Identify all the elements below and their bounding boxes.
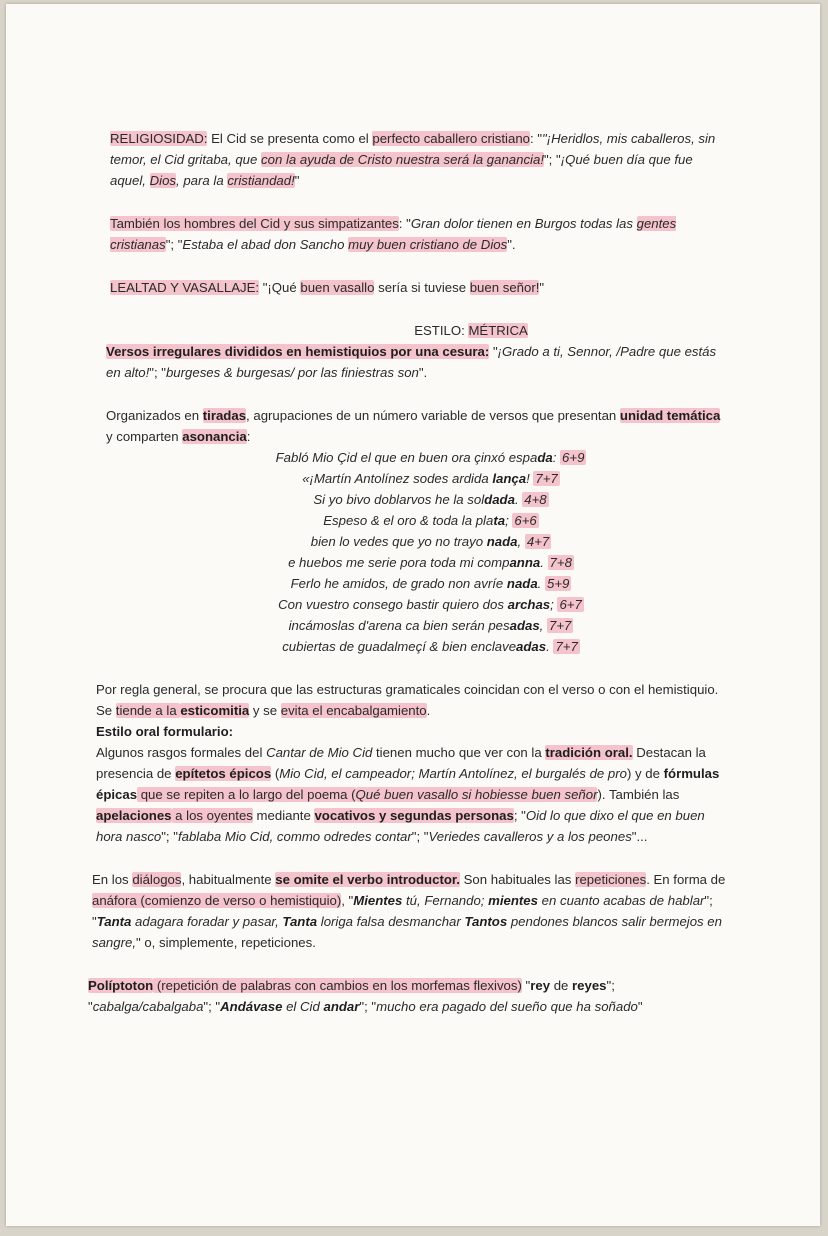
verse-text: «¡Martín Antolínez sodes ardida bbox=[302, 471, 493, 486]
text: ESTILO: bbox=[414, 323, 469, 338]
italic: fablaba Mio Cid, commo odredes contar bbox=[177, 829, 412, 844]
bold: reyes bbox=[572, 978, 607, 993]
verse-end: . bbox=[514, 492, 523, 507]
text: ) y de bbox=[626, 766, 664, 781]
highlight-bold: asonancia bbox=[182, 429, 247, 444]
highlight: que se repiten a lo largo del poema ( bbox=[137, 787, 356, 802]
syllable-count: 7+7 bbox=[535, 471, 558, 486]
text: , habitualmente bbox=[181, 872, 276, 887]
verse-line bbox=[136, 510, 726, 531]
highlight: con la ayuda de Cristo nuestra será la ganancia! bbox=[261, 152, 544, 167]
heading-text: Estilo oral formulario: bbox=[96, 724, 234, 739]
paragraph-hombres bbox=[110, 213, 726, 255]
verse-text: Espeso & el oro & toda la pla bbox=[323, 513, 494, 528]
bold-italic: Tanta bbox=[96, 914, 132, 929]
highlight-bold: Políptoton bbox=[88, 978, 154, 993]
verse-line bbox=[136, 447, 726, 468]
syllable-count: 6+7 bbox=[559, 597, 582, 612]
highlight-italic: Qué buen vasallo si hobiesse buen señor bbox=[355, 787, 598, 802]
text: "; " bbox=[411, 829, 429, 844]
verse-end: , bbox=[517, 534, 525, 549]
quote: ¡Qué buen día que fue aquel, bbox=[110, 152, 693, 188]
text: : " bbox=[530, 131, 543, 146]
text: y comparten bbox=[106, 429, 183, 444]
syllable-count: 4+8 bbox=[524, 492, 547, 507]
text: " o, simplemente, repeticiones. bbox=[136, 935, 316, 950]
syllable-count: 7+8 bbox=[549, 555, 572, 570]
italic: Veriedes cavalleros y a los peones bbox=[428, 829, 632, 844]
verse-line bbox=[136, 615, 726, 636]
highlight: tiende a la bbox=[115, 703, 181, 718]
italic: Mio Cid, el campeador; Martín Antolínez, el burgalés de pro bbox=[279, 766, 627, 781]
text: mediante bbox=[252, 808, 315, 823]
paragraph-oral bbox=[96, 742, 726, 847]
verse-end: : bbox=[552, 450, 561, 465]
verse-rhyme: archas bbox=[507, 597, 551, 612]
label-religiosidad: RELIGIOSIDAD: bbox=[110, 131, 208, 146]
highlight-bold: apelaciones bbox=[96, 808, 172, 823]
text: " bbox=[637, 999, 643, 1014]
italic: mucho era pagado del sueño que ha soñado bbox=[376, 999, 638, 1014]
quote: burgeses & burgesas/ por las finiestras son bbox=[165, 365, 419, 380]
verse-line bbox=[136, 468, 726, 489]
verse-rhyme: nada bbox=[506, 576, 538, 591]
text: , " bbox=[341, 893, 354, 908]
quote: Estaba el abad don Sancho bbox=[182, 237, 349, 252]
quote: Gran dolor tienen en Burgos todas las bbox=[410, 216, 637, 231]
verse-text: bien lo vedes que yo no trayo bbox=[310, 534, 487, 549]
italic: Oid lo que dixo el que en buen hora nasco bbox=[96, 808, 705, 844]
verse-rhyme: anna bbox=[509, 555, 541, 570]
paragraph-versos bbox=[106, 341, 726, 383]
verse-line bbox=[136, 552, 726, 573]
syllable-count: 6+9 bbox=[562, 450, 585, 465]
label-lealtad: LEALTAD Y VASALLAJE: bbox=[110, 280, 260, 295]
verse-rhyme: adas bbox=[509, 618, 540, 633]
verse-rhyme: da bbox=[537, 450, 553, 465]
syllable-count: 4+7 bbox=[526, 534, 550, 549]
bold-italic: Andávase bbox=[220, 999, 283, 1014]
highlight: a los oyentes bbox=[171, 808, 253, 823]
highlight: cristiandad! bbox=[227, 173, 295, 188]
text: . En forma de bbox=[646, 872, 726, 887]
quote: , para la bbox=[176, 173, 228, 188]
text: "; " bbox=[359, 999, 377, 1014]
text: Algunos rasgos formales del bbox=[96, 745, 267, 760]
text: "; " bbox=[161, 829, 178, 844]
italic: en cuanto acabas de hablar bbox=[537, 893, 705, 908]
bold-italic: mientes bbox=[488, 893, 538, 908]
verse-end: . bbox=[546, 639, 554, 654]
highlight: (repetición de palabras con cambios en los morfemas flexivos) bbox=[153, 978, 522, 993]
verse-end: ! bbox=[526, 471, 534, 486]
italic: pendones blancos salir bermejos en sangre, bbox=[92, 914, 722, 950]
syllable-count: 7+7 bbox=[549, 618, 572, 633]
text: de bbox=[550, 978, 573, 993]
paragraph-religiosidad bbox=[110, 128, 726, 191]
italic: tú, Fernando; bbox=[402, 893, 489, 908]
verse-text: Con vuestro consego bastir quiero dos bbox=[278, 597, 508, 612]
text: ; " bbox=[513, 808, 526, 823]
text: ( bbox=[271, 766, 280, 781]
highlight: repeticiones bbox=[575, 872, 647, 887]
highlight-bold: Versos irregulares divididos en hemistiquios por una cesura: bbox=[106, 344, 490, 359]
paragraph-dialogos bbox=[92, 869, 726, 953]
highlight-bold: tiradas bbox=[202, 408, 247, 423]
verse-text: incámoslas d'arena ca bien serán pes bbox=[288, 618, 510, 633]
bold-italic: Tanta bbox=[282, 914, 318, 929]
text: "... bbox=[631, 829, 648, 844]
highlight: MÉTRICA bbox=[468, 323, 528, 338]
syllable-count: 7+7 bbox=[555, 639, 578, 654]
syllable-count: 6+6 bbox=[514, 513, 537, 528]
highlight: diálogos bbox=[132, 872, 182, 887]
verse-rhyme: nada bbox=[486, 534, 518, 549]
text: "; " bbox=[92, 893, 713, 929]
text: Son habituales las bbox=[459, 872, 576, 887]
bold-italic: Tantos bbox=[464, 914, 508, 929]
paragraph-tiradas bbox=[106, 405, 726, 447]
highlight: También los hombres del Cid y sus simpatizantes bbox=[110, 216, 399, 231]
text: Organizados en bbox=[106, 408, 203, 423]
text: ". bbox=[507, 237, 516, 252]
text: Destacan la presencia de bbox=[96, 745, 706, 781]
text: " bbox=[489, 344, 498, 359]
italic: Cantar de Mio Cid bbox=[266, 745, 373, 760]
highlight: perfecto caballero cristiano bbox=[372, 131, 530, 146]
section-title-estilo bbox=[216, 320, 726, 341]
paragraph-lealtad bbox=[110, 277, 726, 298]
italic: cabalga/cabalgaba bbox=[92, 999, 204, 1014]
text: "; " bbox=[203, 999, 221, 1014]
verse-text: Fabló Mio Çid el que en buen ora çinxó espa bbox=[275, 450, 538, 465]
text: : " bbox=[398, 216, 411, 231]
highlight-bold: tradición oral. bbox=[545, 745, 633, 760]
syllable-count: 5+9 bbox=[547, 576, 570, 591]
text: Por regla general, se procura que las estructuras gramaticales coincidan con el verso o con el hemistiquio. Se bbox=[96, 682, 719, 718]
text: , agrupaciones de un número variable de versos que presentan bbox=[246, 408, 620, 423]
text: "; " bbox=[88, 978, 615, 1014]
bold-italic: Mientes bbox=[353, 893, 403, 908]
text: "; " bbox=[149, 365, 166, 380]
quote: "¡Heridlos, mis caballeros, sin temor, el Cid gritaba, que bbox=[110, 131, 716, 167]
verse-line bbox=[136, 573, 726, 594]
text: "; " bbox=[544, 152, 561, 167]
verse-text: Ferlo he amidos, de grado non avríe bbox=[290, 576, 507, 591]
highlight-bold: epítetos épicos bbox=[175, 766, 272, 781]
highlight: buen señor! bbox=[469, 280, 540, 295]
italic: adagara foradar y pasar, bbox=[131, 914, 283, 929]
verse-line bbox=[136, 636, 726, 657]
text: ). También las bbox=[597, 787, 680, 802]
text: "¡Qué bbox=[259, 280, 301, 295]
verse-end: , bbox=[539, 618, 547, 633]
italic: el Cid bbox=[282, 999, 324, 1014]
text: "; " bbox=[165, 237, 183, 252]
text: . bbox=[426, 703, 431, 718]
verse-text: Si yo bivo doblarvos he la sol bbox=[313, 492, 485, 507]
heading-estilo-oral bbox=[96, 721, 726, 742]
text: ". bbox=[418, 365, 428, 380]
verse-rhyme: adas bbox=[516, 639, 547, 654]
bold: rey bbox=[530, 978, 551, 993]
highlight-bold: vocativos y segundas personas bbox=[314, 808, 514, 823]
highlight: muy buen cristiano de Dios bbox=[348, 237, 508, 252]
verse-text: cubiertas de guadalmeçí & bien enclave bbox=[282, 639, 517, 654]
verse-end: ; bbox=[505, 513, 513, 528]
verse-end: . bbox=[537, 576, 545, 591]
text: : bbox=[246, 429, 251, 444]
highlight-bold: se omite el verbo introductor. bbox=[275, 872, 460, 887]
verse-end: . bbox=[540, 555, 548, 570]
highlight-bold: esticomitia bbox=[180, 703, 250, 718]
document-page bbox=[6, 4, 820, 1226]
text: " bbox=[521, 978, 531, 993]
verse-line bbox=[136, 531, 726, 552]
text: " bbox=[539, 280, 545, 295]
verse-block bbox=[136, 447, 726, 657]
paragraph-poliptoton bbox=[88, 975, 726, 1017]
highlight: Dios bbox=[149, 173, 176, 188]
highlight: gentes cristianas bbox=[110, 216, 677, 252]
verse-end: ; bbox=[550, 597, 558, 612]
verse-line bbox=[136, 489, 726, 510]
italic: loriga falsa desmanchar bbox=[317, 914, 465, 929]
text: y se bbox=[249, 703, 281, 718]
highlight: anáfora (comienzo de verso o hemistiquio) bbox=[92, 893, 342, 908]
verse-rhyme: dada bbox=[484, 492, 515, 507]
bold-italic: andar bbox=[323, 999, 360, 1014]
highlight: buen vasallo bbox=[300, 280, 375, 295]
verse-line bbox=[136, 594, 726, 615]
text: El Cid se presenta como el bbox=[207, 131, 373, 146]
text: tienen mucho que ver con la bbox=[372, 745, 546, 760]
verse-rhyme: ta bbox=[493, 513, 506, 528]
document-body bbox=[88, 128, 726, 1017]
highlight: evita el encabalgamiento bbox=[280, 703, 427, 718]
paragraph-regla bbox=[96, 679, 726, 721]
bold: fórmulas épicas bbox=[96, 766, 720, 802]
verse-rhyme: lança bbox=[492, 471, 527, 486]
quote: ¡Grado a ti, Sennor, /Padre que estás en alto! bbox=[106, 344, 717, 380]
text: " bbox=[294, 173, 300, 188]
text: sería si tuviese bbox=[374, 280, 470, 295]
highlight-bold: unidad temática bbox=[619, 408, 721, 423]
text: En los bbox=[92, 872, 133, 887]
verse-text: e huebos me serie pora toda mi comp bbox=[288, 555, 510, 570]
